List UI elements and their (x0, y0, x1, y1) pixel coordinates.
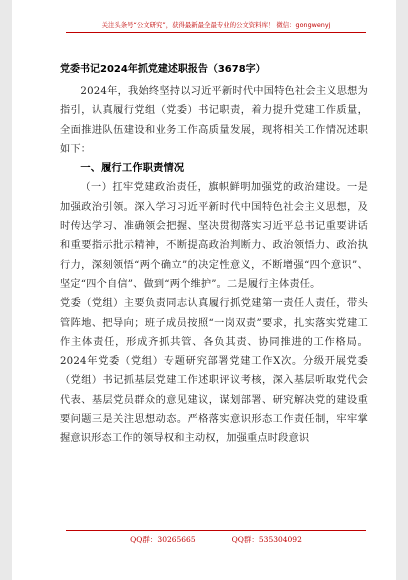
document-title: 党委书记2024年抓党建述职报告（3678字） (60, 64, 266, 75)
section-heading: 一、履行工作职责情况 (80, 163, 185, 175)
body-paragraph: （一）扛牢党建政治责任，旗帜鲜明加强党的政治建设。一是加强政治引领。深入学习习近平新时代中国特色社会主义思想，及时传达学习、准确领会把握、坚决贯彻落实习近平总书记重要讲话和重要指示批示精神，不断提高政治判断力、政治领悟力、政治执行力，深刻领悟“两个确立”的决定性意义，不断增强“四个意识”、坚定“四个自信”、做到“两个维护”。二是履行主体责任。 (60, 182, 368, 290)
body-paragraph: 党委（党组）主要负责同志认真履行抓党建第一责任人责任，带头管阵地、把导向；班子成员按照“一岗双责”要求，扎实落实党建工作主体责任，形成齐抓共管、各负其责、协同推进的工作格局。2024年党委（党组）专题研究部署党建工作X次。分级开展党委（党组）书记抓基层党建工作述职评议考核，深入基层听取党代会代表、基层党员群众的意见建议，谋划部署、研究解决党的建设重要问题三是关注思想动态。严格落实意识形态工作责任制，牢牢掌握意识形态工作的领导权和主动权，加强重点时段意识 (60, 298, 368, 445)
intro-paragraph: 2024年，我始终坚持以习近平新时代中国特色社会主义思想为指引，认真履行党组（党委）书记职责，着力提升党建工作质量，全面推进队伍建设和业务工作高质量发展，现将相关工作情况述职如下： (60, 86, 368, 155)
document-body (60, 82, 368, 449)
footer-qq-left: QQ群：30265665 (130, 535, 196, 544)
footer-qq-right: QQ群：535304092 (231, 535, 302, 544)
footer-banner (66, 530, 366, 549)
header-banner: 关注头条号“公文研究”，获得最新最全最专业的公文资料库！ 微信：gongwenyj (66, 18, 366, 33)
document-page (12, 0, 396, 580)
